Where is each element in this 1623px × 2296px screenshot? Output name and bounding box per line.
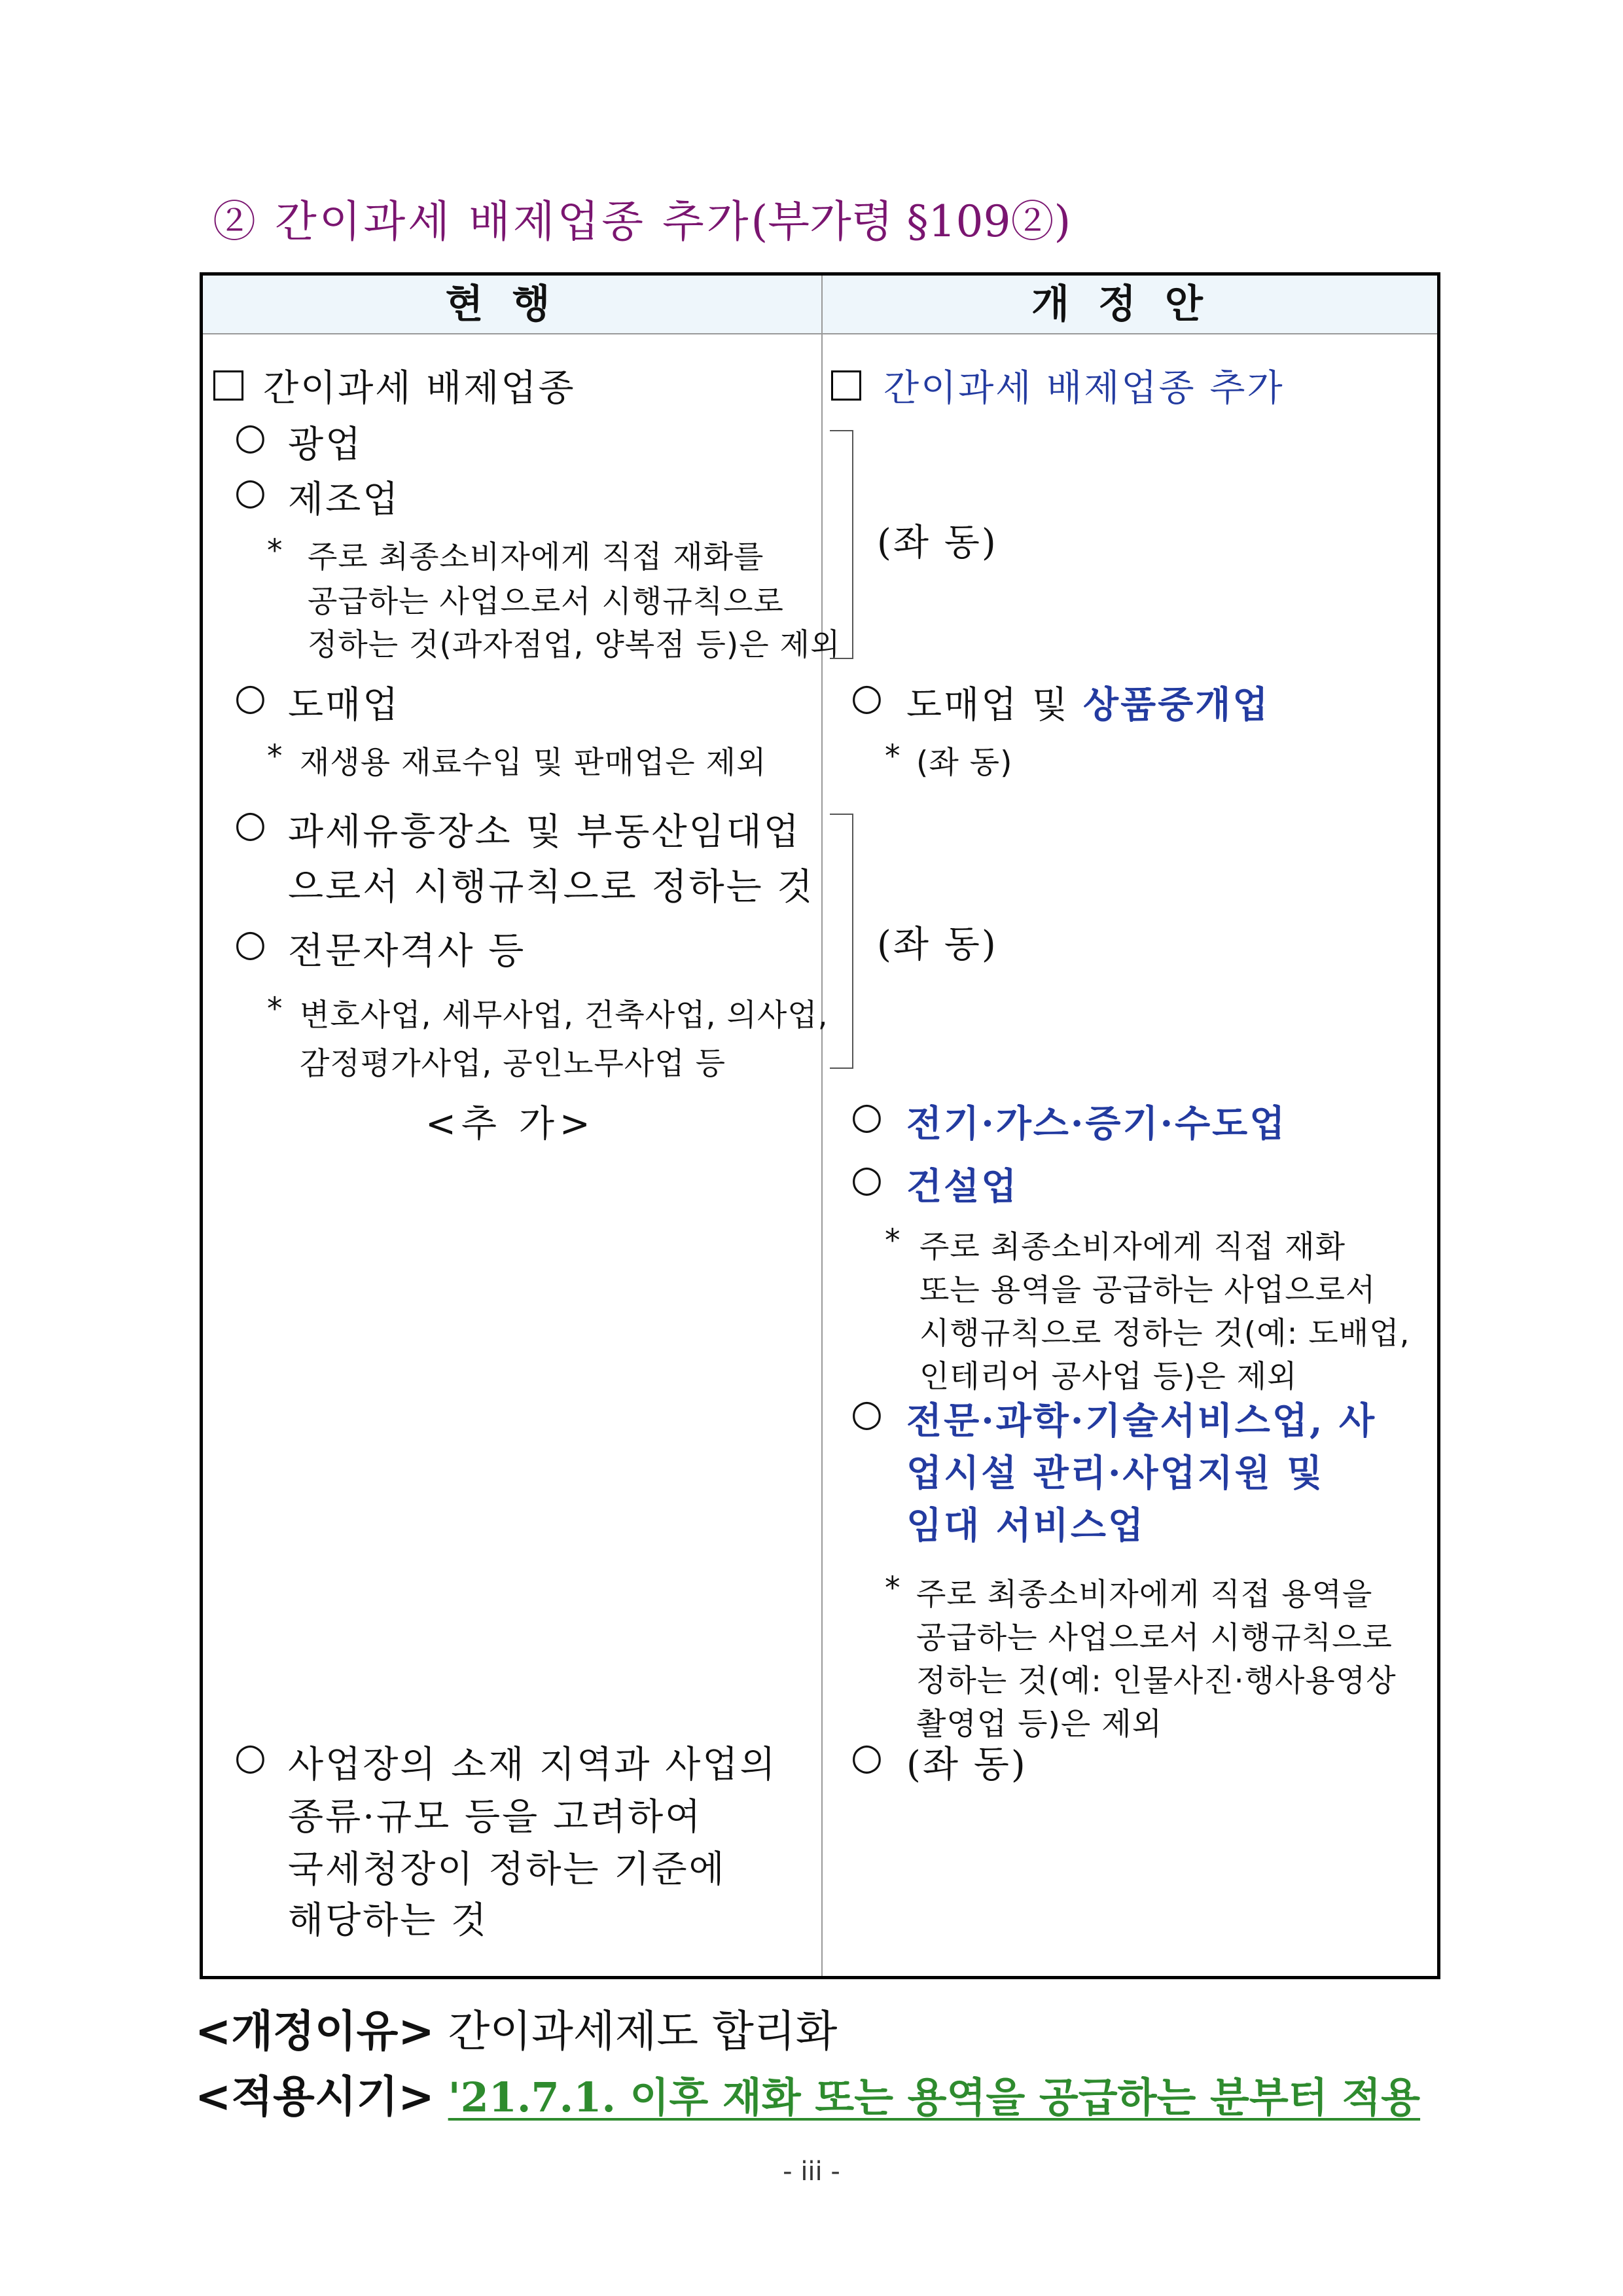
right-construction-note-4: 인테리어 공사업 등)은 제외 (919, 1359, 1298, 1395)
effective-text: '21.7.1. 이후 재화 또는 용역을 공급하는 분부터 적용 (448, 2073, 1421, 2121)
bullet-icon: ○ (234, 676, 268, 719)
note-mark: * (885, 1570, 901, 1606)
comparison-table (200, 272, 1440, 1979)
left-item-manufacturing: 제조업 (288, 478, 401, 521)
effective-label: <적용시기> (195, 2072, 435, 2122)
reason-label: <개정이유> (195, 2006, 435, 2056)
note-mark: * (267, 533, 283, 569)
left-note-manufacturing-2: 공급하는 사업으로서 시행규칙으로 (308, 584, 784, 620)
bullet-icon: ○ (851, 1736, 885, 1778)
left-item-mining: 광업 (288, 423, 363, 466)
left-item-professional: 전문자격사 등 (288, 930, 526, 973)
left-box-title: 간이과세 배제업종 (263, 367, 576, 410)
right-services-note-3: 정하는 것(예: 인물사진·행사용영상 (916, 1663, 1397, 1699)
right-services-note-2: 공급하는 사업으로서 시행규칙으로 (916, 1620, 1393, 1656)
reason-text: 간이과세제도 합리화 (448, 2006, 838, 2056)
right-same-2: (좌 동) (877, 924, 998, 966)
right-construction-note-2: 또는 용역을 공급하는 사업으로서 (919, 1272, 1376, 1308)
left-item-entertainment-2: 으로서 시행규칙으로 정하는 것 (288, 866, 815, 908)
left-item-criteria-2: 종류·규모 등을 고려하여 (288, 1796, 703, 1839)
note-mark: * (267, 738, 283, 774)
note-mark: * (885, 738, 901, 774)
bullet-icon: ○ (234, 416, 268, 458)
left-note-manufacturing-1: 주로 최종소비자에게 직접 재화를 (308, 539, 764, 575)
page-number: - iii - (783, 2157, 840, 2187)
bullet-icon: ○ (851, 1158, 885, 1200)
section-title (213, 187, 1071, 249)
note-mark: * (267, 991, 283, 1027)
right-wholesale-note: (좌 동) (916, 745, 1013, 781)
bullet-icon: ○ (851, 1392, 885, 1435)
right-new-services-1: 전문·과학·기술서비스업, 사 (906, 1399, 1377, 1443)
left-added-label: <추 가> (425, 1103, 596, 1145)
section-title-main: ② 간이과세 배제업종 추가 (213, 196, 751, 247)
left-item-wholesale: 도매업 (288, 684, 401, 726)
bullet-icon: ○ (234, 1736, 268, 1778)
right-wholesale-added: 상품중개업 (1083, 683, 1270, 726)
left-item-criteria-1: 사업장의 소재 지역과 사업의 (288, 1744, 777, 1786)
effective-line (195, 2062, 1420, 2124)
left-item-entertainment-1: 과세유흥장소 및 부동산임대업 (288, 811, 801, 853)
bracket-icon (830, 430, 853, 659)
checkbox-icon (831, 370, 861, 401)
right-services-note-1: 주로 최종소비자에게 직접 용역을 (916, 1577, 1373, 1613)
header-proposed: 개정안 (1031, 281, 1232, 327)
right-box-title: 간이과세 배제업종 추가 (883, 367, 1285, 410)
bracket-icon (830, 814, 853, 1069)
left-note-professional-1: 변호사업, 세무사업, 건축사업, 의사업, (300, 997, 829, 1033)
right-new-utilities: 전기·가스·증기·수도업 (906, 1102, 1287, 1145)
header-current: 현행 (445, 281, 579, 327)
right-new-construction: 건설업 (906, 1165, 1019, 1208)
left-note-manufacturing-3: 정하는 것(과자점업, 양복점 등)은 제외 (308, 627, 841, 663)
right-new-services-2: 업시설 관리·사업지원 및 (906, 1452, 1325, 1495)
right-construction-note-1: 주로 최종소비자에게 직접 재화 (919, 1229, 1346, 1265)
section-title-ref: (부가령 §109②) (751, 196, 1071, 247)
bullet-icon: ○ (234, 922, 268, 965)
right-last-same: (좌 동) (906, 1744, 1027, 1786)
left-note-professional-2: 감정평가사업, 공인노무사업 등 (300, 1046, 726, 1082)
left-item-criteria-4: 해당하는 것 (288, 1899, 489, 1942)
right-same-1: (좌 동) (877, 522, 998, 564)
bullet-icon: ○ (234, 471, 268, 513)
right-wholesale-prefix: 도매업 및 (906, 684, 1083, 726)
left-item-criteria-3: 국세청장이 정하는 기준에 (288, 1848, 726, 1891)
bullet-icon: ○ (851, 676, 885, 719)
left-note-wholesale: 재생용 재료수입 및 판매업은 제외 (300, 745, 767, 781)
note-mark: * (885, 1223, 901, 1259)
column-divider (821, 276, 823, 1976)
right-item-wholesale (906, 676, 1270, 728)
reason-line (195, 1996, 837, 2058)
bullet-icon: ○ (234, 803, 268, 846)
right-new-services-3: 임대 서비스업 (906, 1504, 1146, 1547)
right-services-note-4: 촬영업 등)은 제외 (916, 1706, 1163, 1742)
table-header (203, 276, 1437, 334)
checkbox-icon (213, 370, 243, 401)
bullet-icon: ○ (851, 1095, 885, 1138)
right-construction-note-3: 시행규칙으로 정하는 것(예: 도배업, (919, 1316, 1410, 1352)
